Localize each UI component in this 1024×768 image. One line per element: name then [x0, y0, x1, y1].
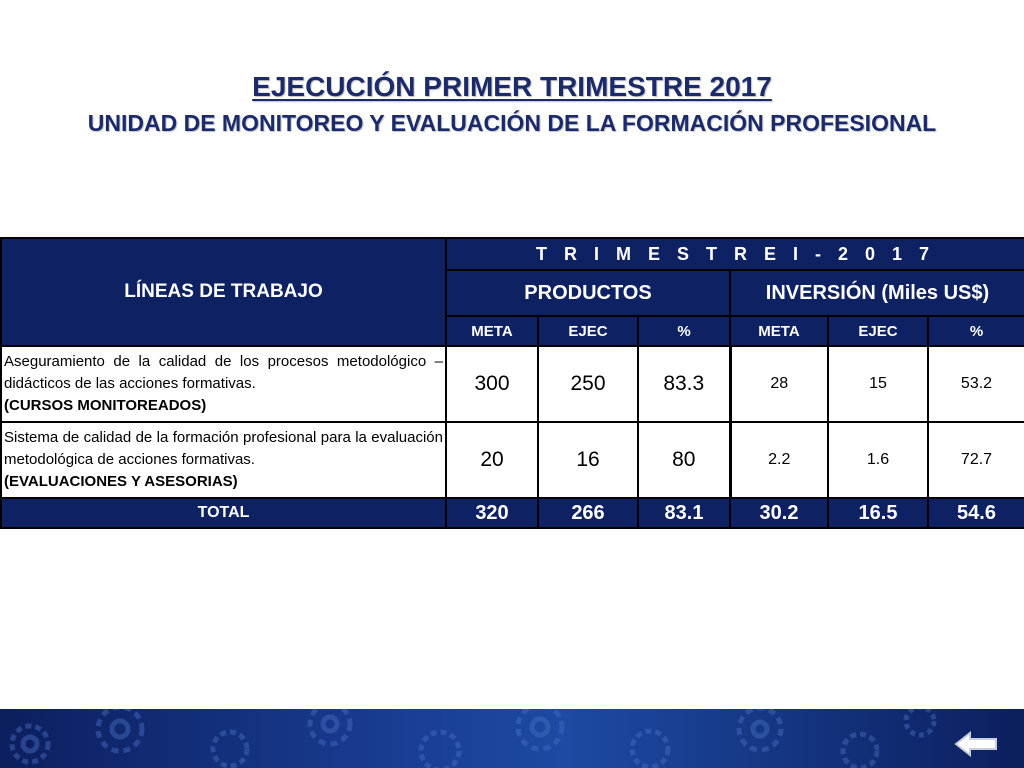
- total-investment-meta: 30.2: [730, 498, 828, 528]
- title-block: [0, 70, 1024, 138]
- cell-investment-meta: 2.2: [730, 422, 828, 498]
- lines-header: LÍNEAS DE TRABAJO: [1, 238, 446, 346]
- sub-header-products-pct: %: [638, 316, 730, 346]
- total-products-meta: 320: [446, 498, 538, 528]
- cell-investment-meta: 28: [730, 346, 828, 422]
- cell-products-pct: 83.3: [638, 346, 730, 422]
- total-investment-pct: 54.6: [928, 498, 1024, 528]
- total-products-ejec: 266: [538, 498, 638, 528]
- page-subtitle: UNIDAD DE MONITOREO Y EVALUACIÓN DE LA FORMACIÓN PROFESIONAL: [87, 110, 937, 136]
- sub-header-products-ejec: EJEC: [538, 316, 638, 346]
- investment-header: INVERSIÓN (Miles US$): [730, 270, 1024, 316]
- row-description-tag: (CURSOS MONITOREADOS): [4, 397, 207, 414]
- sub-header-products-meta: META: [446, 316, 538, 346]
- footer-banner: [0, 709, 1024, 768]
- row-description: [1, 422, 446, 498]
- execution-table: [0, 237, 1024, 529]
- cell-investment-pct: 53.2: [928, 346, 1024, 422]
- cell-products-ejec: 250: [538, 346, 638, 422]
- cell-products-meta: 300: [446, 346, 538, 422]
- sub-header-investment-ejec: EJEC: [828, 316, 928, 346]
- gears-decoration: [0, 709, 1024, 768]
- cell-investment-ejec: 15: [828, 346, 928, 422]
- back-button[interactable]: [954, 731, 998, 757]
- cell-investment-pct: 72.7: [928, 422, 1024, 498]
- back-arrow-icon: [954, 731, 998, 757]
- cell-investment-ejec: 1.6: [828, 422, 928, 498]
- total-label: TOTAL: [1, 498, 446, 528]
- sub-header-investment-meta: META: [730, 316, 828, 346]
- trimester-header: T R I M E S T R E I - 2 0 1 7: [446, 238, 1024, 270]
- sub-header-investment-pct: %: [928, 316, 1024, 346]
- row-description-text: Aseguramiento de la calidad de los procesos metodológico – didácticos de las acciones formativas.: [4, 353, 443, 392]
- total-products-pct: 83.1: [638, 498, 730, 528]
- cell-products-ejec: 16: [538, 422, 638, 498]
- row-description-text: Sistema de calidad de la formación profesional para la evaluación metodológica de acciones formativas.: [4, 429, 443, 468]
- cell-products-meta: 20: [446, 422, 538, 498]
- total-investment-ejec: 16.5: [828, 498, 928, 528]
- page-title: EJECUCIÓN PRIMER TRIMESTRE 2017: [252, 71, 772, 102]
- table-row: [1, 346, 1024, 422]
- row-description-tag: (EVALUACIONES Y ASESORIAS): [4, 473, 238, 490]
- total-row: [1, 498, 1024, 528]
- table-row: [1, 422, 1024, 498]
- products-header: PRODUCTOS: [446, 270, 730, 316]
- cell-products-pct: 80: [638, 422, 730, 498]
- row-description: [1, 346, 446, 422]
